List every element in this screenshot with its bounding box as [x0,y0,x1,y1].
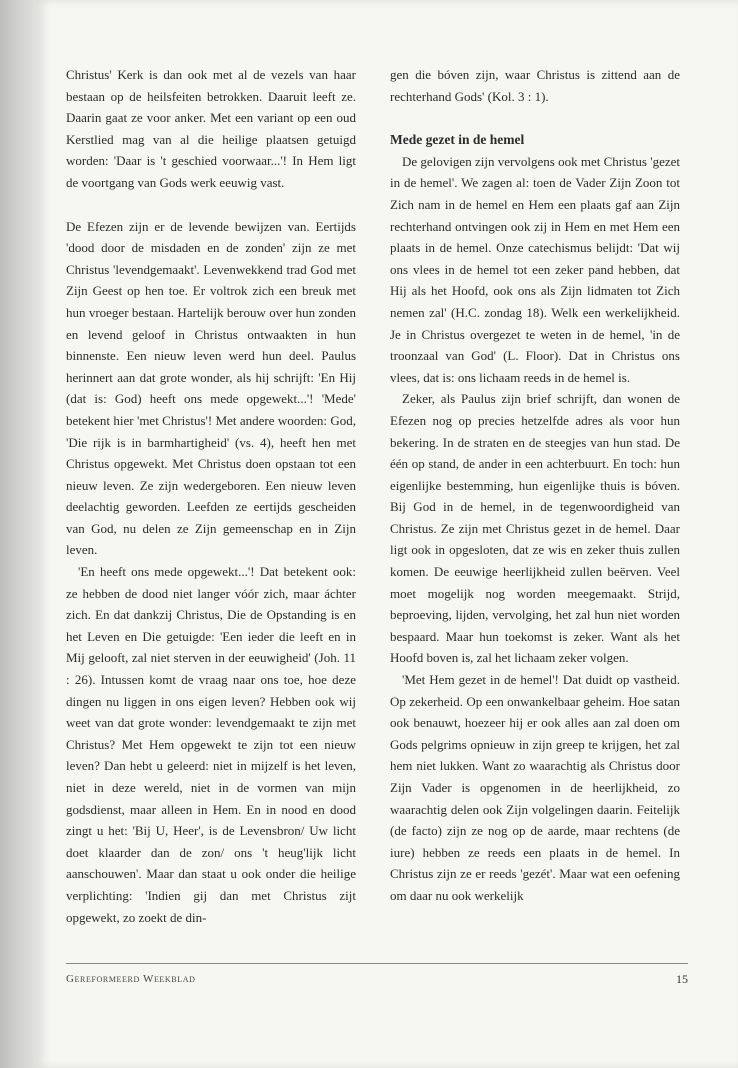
publication-title: Gereformeerd Weekblad [66,973,196,985]
paragraph: 'En heeft ons mede opgewekt...'! Dat betekent ook: ze hebben de dood niet langer vóór zich, maar áchter zich. En dat dankzij Christus, Die de Opstanding is en het Leven en Die getuigde: 'Een ieder die leeft en in Mij gelooft, zal niet sterven in der eeuwigheid' (Joh. 11 : 26). Intussen komt de vraag naar ons toe, hoe deze dingen nu liggen in ons eigen leven? Hebben ook wij weet van dat grote wonder: levendgemaakt te zijn met Christus? Met Hem opgewekt te zijn tot een nieuw leven? Dan hebt u geleerd: niet in mijzelf is het leven, niet in deze wereld, niet in de vormen van mijn godsdienst, maar alleen in Hem. En in nood en dood zingt u het: 'Bij U, Heer', is de Levensbron/ Uw licht doet klaarder dan de zon/ ons 't heug'lijk licht aanschouwen'. Maar dan staat u ook onder die heilige verplichting: 'Indien gij dan met Christus zijt opgewekt, zo zoekt de din- [66,564,356,925]
section-heading: Mede gezet in de hemel [390,132,525,148]
paragraph-continuation: gen die bóven zijn, waar Christus is zittend aan de rechterhand Gods' (Kol. 3 : 1). [390,67,680,104]
page-number: 15 [676,972,688,986]
magazine-page [36,0,738,1068]
paragraph: Christus' Kerk is dan ook met al de vezels van haar bestaan op de heilsfeiten betrokken. Daaruit leeft ze. Daarin gaat ze voor anker. Met een variant op een oud Kerstlied mag van al die heilige plaatsen getuigd worden: 'Daar is 't geschied voorwaar...'! In Hem ligt de voortgang van Gods werk eeuwig vast. [66,67,356,190]
left-column [66,64,356,928]
paragraph: 'Met Hem gezet in de hemel'! Dat duidt op vastheid. Op zekerheid. Op een onwankelbaar geheim. Hoe satan ook benauwt, hoezeer hij er ook alles aan zal doen om Gods pelgrims opnieuw in zijn greep te krijgen, het zal hem niet lukken. Want zo waarachtig als Christus door Zijn Vader is opgenomen in de heerlijkheid, zo waarachtig delen ook Zijn volgelingen daarin. Feitelijk (de facto) zijn ze nog op de aarde, maar rechtens (de iure) hebben ze reeds een plaats in de hemel. In Christus zijn ze er reeds 'gezét'. Maar wat een oefening om daar nu ook werkelijk [390,672,680,903]
footer-divider [66,963,688,964]
right-column [390,64,680,907]
paragraph: De Efezen zijn er de levende bewijzen van. Eertijds 'dood door de misdaden en de zonden' zijn ze met Christus 'levendgemaakt'. Levenwekkend trad God met Zijn Geest op hen toe. Er voltrok zich een breuk met hun vroeger bestaan. Hartelijk berouw over hun zonden en levend geloof in Christus ontwaakten in hun binnenste. Een nieuw leven werd hun deel. Paulus herinnert aan dat grote wonder, als hij schrijft: 'En Hij (dat is: God) heeft ons mede opgewekt...'! 'Mede' betekent hier 'met Christus'! Met andere woorden: God, 'Die rijk is in barmhartigheid' (vs. 4), heeft hen met Christus opgewekt. Met Christus doen opstaan tot een nieuw leven. Ze zijn wedergeboren. Een nieuw leven deelachtig geworden. Leefden ze eertijds gescheiden van God, nu delen ze Zijn gemeenschap en in Zijn leven. [66,218,356,558]
paragraph: De gelovigen zijn vervolgens ook met Christus 'gezet in de hemel'. We zagen al: toen de Vader Zijn Zoon tot Zich nam in de hemel en Hem een plaats gaf aan Zijn rechterhand ontvingen ook zij in Hem en met Hem een plaats in de hemel. Onze catechismus belijdt: 'Dat wij ons vlees in de hemel tot een zeker pand hebben, dat Hij als het Hoofd, ook ons als Zijn lidmaten tot Zich nemen zal' (H.C. zondag 18). Welk een werkelijkheid. Je in Christus overgezet te weten in de hemel, 'in de troonzaal van God' (L. Floor). Dat in Christus ons vlees, dat is: ons lichaam reeds in de hemel is. [390,153,680,385]
paragraph: Zeker, als Paulus zijn brief schrijft, dan wonen de Efezen nog op precies hetzelfde adres als voor hun bekering. In de straten en de steegjes van hun stad. De één op stand, de ander in een achterbuurt. En toch: hun eigenlijke bestemming, hun eigenlijke thuis is bóven. Bij God in de hemel, in de tegenwoordigheid van Christus. Ze zijn met Christus gezet in de hemel. Daar ligt ook in opgesloten, dat ze wis en zeker thuis zullen komen. De eeuwige heerlijkheid zullen beërven. Veel moet mogelijk nog worden meegemaakt. Strijd, beproeving, lijden, vervolging, het zal hun niet worden bespaard. Maar hun toekomst is zeker. Want als het Hoofd boven is, zal het lichaam zeker volgen. [390,391,680,666]
book-spine-shadow [0,0,40,1068]
